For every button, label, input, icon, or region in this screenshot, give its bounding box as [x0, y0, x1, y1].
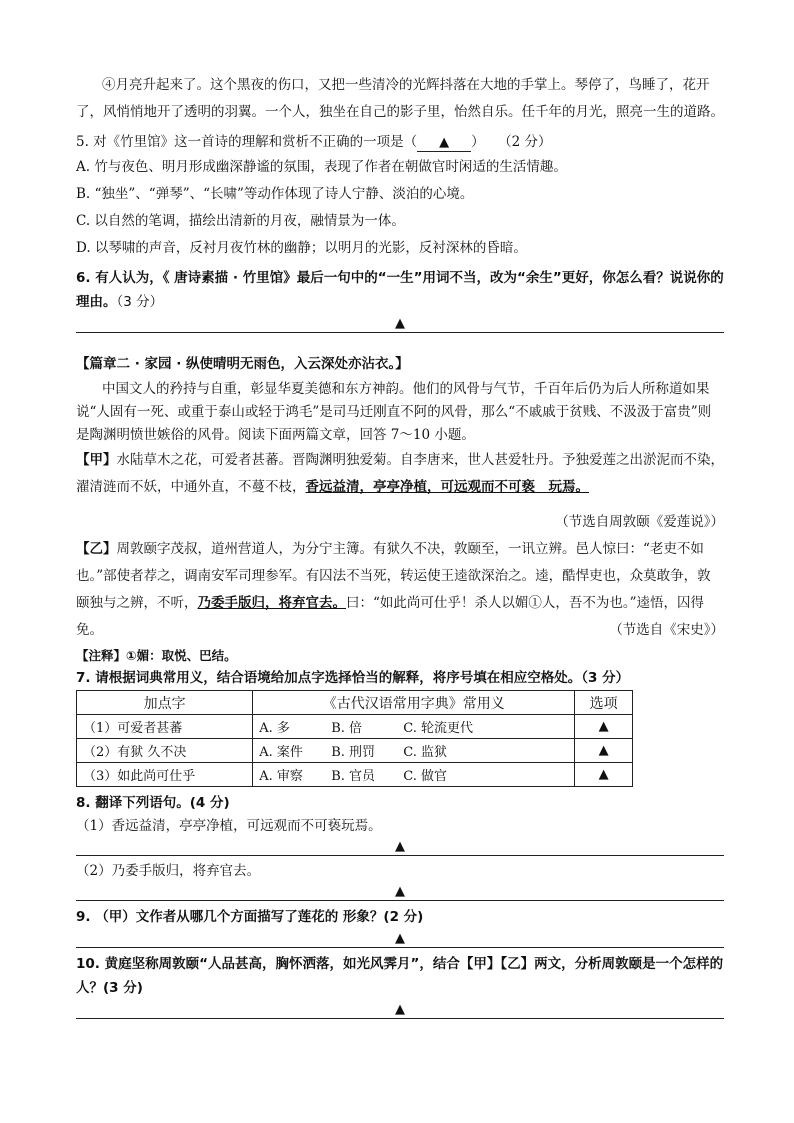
- q8-answer-line-1[interactable]: [76, 837, 724, 856]
- row-word: （2）有狱 久不决: [77, 739, 253, 763]
- q5-option-b: B. “独坐”、“弹琴”、“长啸”等动作体现了诗人宁静、淡泊的心境。: [76, 186, 474, 202]
- q5-stem-tail: ）: [471, 134, 478, 150]
- row-answer[interactable]: ▲: [575, 763, 633, 787]
- question-10-stem: 10. 黄庭坚称周敦颐“人品甚高，胸怀洒落，如光风霁月”，结合【甲】【乙】两文，分析周敦颐是一个怎样的人？(3 分): [76, 956, 724, 996]
- row-answer[interactable]: ▲: [575, 715, 633, 739]
- q9-answer-line[interactable]: [76, 929, 724, 948]
- exam-page: [76, 72, 724, 1023]
- q9-answer-mark: ▲: [395, 931, 405, 946]
- option-a: A. 审察: [259, 769, 303, 784]
- q8-answer-line-2[interactable]: [76, 882, 724, 901]
- q5-option-a: A. 竹与夜色、明月形成幽深静谧的氛围，表现了作者在朝做官时闲适的生活情趣。: [76, 159, 567, 175]
- passage-jia: [76, 447, 724, 501]
- q6-stem-text: 6. 有人认为，《 唐诗素描 · 竹里馆》最后一句中的“一生”用词不当，改为“余生”更好，你怎么看？说说你的理由。: [76, 270, 724, 310]
- yi-text-2: 曰：“如此尚可仕乎！杀人以媚①人，吾不为也。”逵悟，囚得免。: [76, 595, 705, 638]
- option-b: B. 官员: [331, 769, 376, 784]
- jia-source: （节选自周敦颐《爱莲说》）: [555, 514, 724, 530]
- q6-score: （3 分）: [116, 294, 164, 310]
- q5-option-d: D. 以琴啸的声音，反衬月夜竹林的幽静；以明月的光影，反衬深林的昏暗。: [76, 240, 527, 256]
- row-options: [253, 763, 575, 787]
- jia-label: 【甲】: [76, 452, 117, 468]
- jia-emphasis: 香远益清，亭亭净植，可远观而不可亵 玩焉。: [305, 479, 589, 495]
- q8-answer-mark-2: ▲: [395, 884, 405, 899]
- option-c: C. 监狱: [403, 745, 447, 760]
- question-5-stem: [76, 130, 724, 154]
- table-row: [77, 763, 633, 787]
- header-word: 加点字: [77, 691, 253, 715]
- option-a: A. 多: [259, 721, 290, 736]
- row-word: （3）如此尚可仕乎: [77, 763, 253, 787]
- table-row: [77, 739, 633, 763]
- option-c: C. 做官: [403, 769, 447, 784]
- q8-item-2: （2）乃委手版归，将弃官去。: [76, 863, 261, 879]
- q5-answer-blank[interactable]: ▲: [417, 135, 471, 152]
- row-answer[interactable]: ▲: [575, 739, 633, 763]
- question-6-stem: [76, 266, 724, 314]
- yi-label: 【乙】: [76, 541, 117, 557]
- vocab-table: [76, 690, 633, 787]
- header-meaning: 《古代汉语常用字典》常用义: [253, 691, 575, 715]
- yi-text-1: 周敦颐字茂叔，道州营道人，为分宁主簿。有狱久不决，敦颐至，一讯立辨。邑人惊曰：“老吏不如也。”部使者荐之，调南安军司理参军。有囚法不当死，转运使王逵欲深治之。逵，酷悍吏也，众莫敢争，敦颐独与之辨，不听，: [76, 541, 711, 611]
- poem-paragraph-4: ④月亮升起来了。这个黑夜的伤口，又把一些清冷的光辉抖落在大地的手掌上。琴停了，鸟睡了，花开了，风悄悄地开了透明的羽翼。一个人，独坐在自己的影子里，怡然自乐。任千年的月光，照亮一生的道路。: [76, 77, 724, 120]
- row-options: [253, 715, 575, 739]
- q5-option-c: C. 以自然的笔调，描绘出清新的月夜，融情景为一体。: [76, 213, 405, 229]
- q5-stem-text: 5. 对《竹里馆》这一首诗的理解和赏析不正确的一项是（: [76, 134, 418, 150]
- q8-answer-mark-1: ▲: [395, 839, 405, 854]
- question-9-stem: 9. （甲）文作者从哪几个方面描写了莲花的 形象？(2 分): [76, 909, 424, 925]
- option-c: C. 轮流更代: [403, 721, 473, 736]
- q10-answer-line[interactable]: [76, 1000, 724, 1019]
- annotation-note: 【注释】①媚：取悦、巴结。: [76, 648, 237, 663]
- question-8-stem: 8. 翻译下列语句。(4 分): [76, 795, 230, 811]
- section2-heading: 【篇章二 · 家园 · 纵使晴明无雨色，入云深处亦沾衣。】: [76, 356, 409, 372]
- q6-answer-mark: ▲: [395, 316, 405, 331]
- option-b: B. 刑罚: [331, 745, 376, 760]
- yi-source: （节选自《宋史》）: [609, 622, 724, 638]
- option-b: B. 倍: [331, 721, 363, 736]
- jia-text: 水陆草木之花，可爱者甚蕃。晋陶渊明独爱菊。自李唐来，世人甚爱牡丹。予独爱莲之出淤泥而不染，濯清涟而不妖，中通外直，不蔓不枝，: [76, 452, 724, 495]
- yi-emphasis: 乃委手版归，将弃官去。: [197, 595, 346, 611]
- section2-intro: 中国文人的矜持与自重，彰显华夏美德和东方神韵。他们的风骨与气节，千百年后仍为后人所称道如果说“人固有一死、或重于泰山或轻于鸿毛”是司马迁刚直不阿的风骨，那么“不戚戚于贫贱、不汲汲于富贵”则是陶渊明愤世嫉俗的风骨。阅读下面两篇文章，回答 7～10 小题。: [76, 381, 712, 443]
- row-options: [253, 739, 575, 763]
- question-7-stem: 7. 请根据词典常用义，结合语境给加点字选择恰当的解释，将序号填在相应空格处。（3 分）: [76, 670, 630, 686]
- option-a: A. 案件: [259, 745, 303, 760]
- q8-item-1: （1）香远益清，亭亭净植，可远观而不可亵玩焉。: [76, 818, 382, 834]
- q10-answer-mark: ▲: [395, 1002, 405, 1017]
- q6-answer-line[interactable]: [76, 314, 724, 333]
- row-word: （1）可爱者甚蕃: [77, 715, 253, 739]
- vocab-table-header: [77, 691, 633, 715]
- header-choice: 选项: [575, 691, 633, 715]
- q5-score: （2 分）: [504, 134, 552, 150]
- table-row: [77, 715, 633, 739]
